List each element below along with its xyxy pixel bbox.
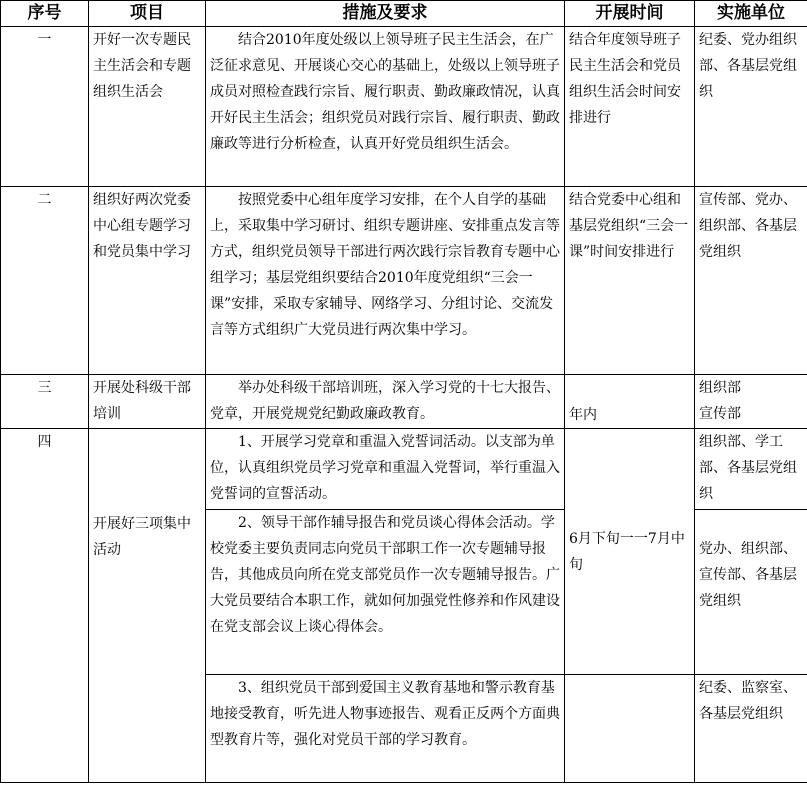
row-unit: 宣传部、党办、组织部、各基层党组织 <box>695 187 807 375</box>
row-unit <box>695 510 807 675</box>
row-item: 开展处科级干部培训 <box>89 375 206 429</box>
header-item: 项目 <box>89 1 206 27</box>
header-row <box>1 1 807 27</box>
row-measure: 3、组织党员干部到爱国主义教育基地和警示教育基地接受教育，听先进人物事迹报告、观看正反两个方面典型教育片等，强化对党员干部的学习教育。 <box>206 675 565 783</box>
row-measure: 结合2010年度处级以上领导班子民主生活会，在广泛征求意见、开展谈心交心的基础上，处级以上领导班子成员对照检查践行宗旨、履行职责、勤政廉政情况，认真开好民主生活会；组织党员对践行宗旨、履行职责、勤政廉政等进行分析检查，认真开好党员组织生活会。 <box>206 27 565 187</box>
row-seq: 三 <box>1 375 89 429</box>
row-time-text: 6月下旬一一7月中旬 <box>569 530 685 573</box>
header-measures: 措施及要求 <box>206 1 565 27</box>
table-row <box>1 375 807 429</box>
row-item: 组织好两次党委中心组专题学习和党员集中学习 <box>89 187 206 375</box>
row-item <box>89 429 206 783</box>
row-seq: 四 <box>1 429 89 783</box>
row-unit <box>695 375 807 429</box>
row-measure: 按照党委中心组年度学习安排，在个人自学的基础上，采取集中学习研讨、组织专题讲座、安排重点发言等方式，组织党员领导干部进行两次践行宗旨教育专题中心组学习；基层党组织要结合2010年度党组织“三会一课”安排，采取专家辅导、网络学习、分组讨论、交流发言等方式组织广大党员进行两次集中学习。 <box>206 187 565 375</box>
table-row <box>1 429 807 510</box>
row-seq: 一 <box>1 27 89 187</box>
row-time: 结合党委中心组和基层党组织“三会一课”时间安排进行 <box>565 187 695 375</box>
row-unit-line: 组织部 <box>699 380 741 396</box>
row-item-text: 开展好三项集中活动 <box>93 516 191 558</box>
row-unit-text: 党办、组织部、宣传部、各基层党组织 <box>699 541 797 609</box>
row-measure: 1、开展学习党章和重温入党誓词活动。以支部为单位，认真组织党员学习党章和重温入党誓词，举行重温入党誓词的宣誓活动。 <box>206 429 565 510</box>
row-time <box>565 375 695 429</box>
row-unit-line: 宣传部 <box>699 406 741 422</box>
row-time: 结合年度领导班子民主生活会和党员组织生活会时间安排进行 <box>565 27 695 187</box>
row-unit: 组织部、学工部、各基层党组织 <box>695 429 807 510</box>
header-seq: 序号 <box>1 1 89 27</box>
table-row <box>1 27 807 187</box>
row-measure: 举办处科级干部培训班，深入学习党的十七大报告、党章，开展党规党纪勤政廉政教育。 <box>206 375 565 429</box>
row-time-text: 年内 <box>569 407 597 423</box>
row-time-empty <box>565 675 695 783</box>
row-unit: 纪委、党办组织部、各基层党组织 <box>695 27 807 187</box>
row-measure: 2、领导干部作辅导报告和党员谈心得体会活动。学校党委主要负责同志向党员干部职工作一次专题辅导报告，其他成员向所在党支部党员作一次专题辅导报告。广大党员要结合本职工作，就如何加强党性修养和作风建设在党支部会议上谈心得体会。 <box>206 510 565 675</box>
row-seq: 二 <box>1 187 89 375</box>
table-row <box>1 187 807 375</box>
row-item: 开好一次专题民主生活会和专题组织生活会 <box>89 27 206 187</box>
row-unit: 纪委、监察室、各基层党组织 <box>695 675 807 783</box>
header-unit: 实施单位 <box>695 1 807 27</box>
row-time <box>565 429 695 675</box>
header-time: 开展时间 <box>565 1 695 27</box>
